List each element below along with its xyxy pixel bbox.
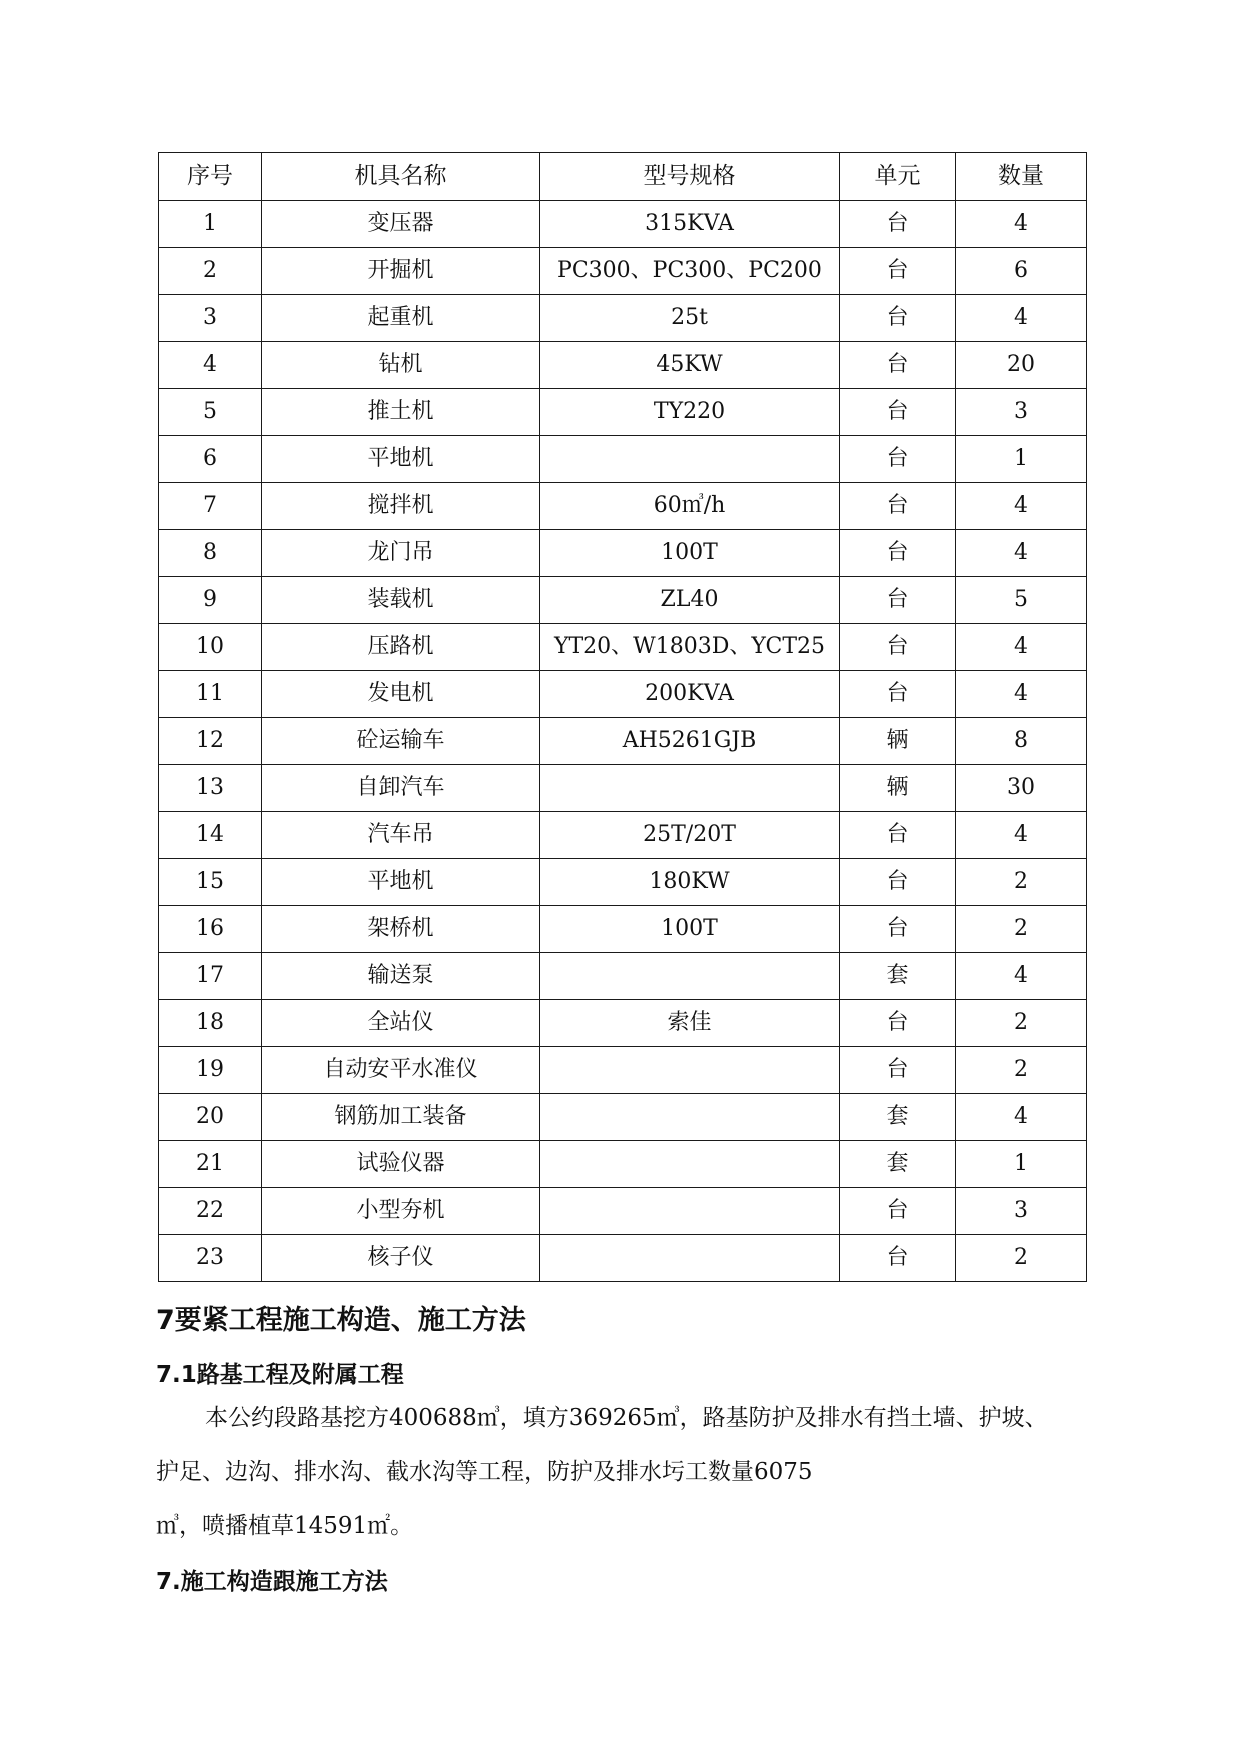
cell-spec: TY220	[540, 389, 840, 436]
cell-name: 小型夯机	[262, 1188, 540, 1235]
table-body	[159, 201, 1087, 1282]
cell-name: 搅拌机	[262, 483, 540, 530]
cell-unit: 台	[840, 483, 956, 530]
cell-name: 架桥机	[262, 906, 540, 953]
cell-no: 6	[159, 436, 262, 483]
cell-name: 推土机	[262, 389, 540, 436]
cell-name: 龙门吊	[262, 530, 540, 577]
paragraph-line: 护足、边沟、排水沟、截水沟等工程，防护及排水圬工数量6075	[156, 1459, 813, 1485]
table-row	[159, 1047, 1087, 1094]
cell-spec: 25T/20T	[540, 812, 840, 859]
cell-spec: 60㎥/h	[540, 483, 840, 530]
cell-unit: 台	[840, 624, 956, 671]
cell-spec	[540, 953, 840, 1000]
table-row	[159, 765, 1087, 812]
cell-unit: 台	[840, 671, 956, 718]
cell-no: 3	[159, 295, 262, 342]
cell-no: 15	[159, 859, 262, 906]
table-row	[159, 389, 1087, 436]
table-row	[159, 624, 1087, 671]
table-row	[159, 1094, 1087, 1141]
section-heading: 7要紧工程施工构造、施工方法	[156, 1305, 526, 1336]
cell-name: 钢筋加工装备	[262, 1094, 540, 1141]
cell-spec	[540, 1047, 840, 1094]
subsection-heading-roadbed: 7.1路基工程及附属工程	[156, 1362, 404, 1388]
cell-spec: 200KVA	[540, 671, 840, 718]
cell-unit: 台	[840, 577, 956, 624]
header-cell-no: 序号	[159, 153, 262, 201]
cell-spec: YT20、W1803D、YCT25	[540, 624, 840, 671]
table-row	[159, 248, 1087, 295]
table-row	[159, 483, 1087, 530]
table-header-row	[159, 153, 1087, 201]
cell-qty: 4	[956, 201, 1087, 248]
cell-name: 汽车吊	[262, 812, 540, 859]
cell-name: 砼运输车	[262, 718, 540, 765]
cell-spec: 索佳	[540, 1000, 840, 1047]
cell-qty: 4	[956, 624, 1087, 671]
table-row	[159, 201, 1087, 248]
paragraph-line: ㎥，喷播植草14591㎡。	[156, 1513, 414, 1539]
cell-unit: 台	[840, 295, 956, 342]
cell-qty: 3	[956, 1188, 1087, 1235]
cell-no: 4	[159, 342, 262, 389]
cell-unit: 台	[840, 530, 956, 577]
cell-name: 平地机	[262, 436, 540, 483]
cell-unit: 套	[840, 1141, 956, 1188]
cell-qty: 4	[956, 812, 1087, 859]
table-row	[159, 718, 1087, 765]
cell-qty: 20	[956, 342, 1087, 389]
cell-unit: 台	[840, 1188, 956, 1235]
cell-unit: 台	[840, 436, 956, 483]
cell-spec: AH5261GJB	[540, 718, 840, 765]
cell-spec	[540, 1188, 840, 1235]
cell-no: 16	[159, 906, 262, 953]
cell-no: 2	[159, 248, 262, 295]
cell-name: 自卸汽车	[262, 765, 540, 812]
subsection-heading-construction: 7.施工构造跟施工方法	[156, 1569, 388, 1595]
cell-unit: 台	[840, 342, 956, 389]
table-row	[159, 436, 1087, 483]
cell-no: 19	[159, 1047, 262, 1094]
cell-no: 12	[159, 718, 262, 765]
table-row	[159, 1000, 1087, 1047]
cell-no: 9	[159, 577, 262, 624]
cell-spec	[540, 1141, 840, 1188]
cell-no: 11	[159, 671, 262, 718]
header-cell-qty: 数量	[956, 153, 1087, 201]
cell-name: 发电机	[262, 671, 540, 718]
cell-no: 13	[159, 765, 262, 812]
cell-name: 开掘机	[262, 248, 540, 295]
cell-spec: 45KW	[540, 342, 840, 389]
cell-qty: 2	[956, 1000, 1087, 1047]
header-cell-unit: 单元	[840, 153, 956, 201]
cell-name: 全站仪	[262, 1000, 540, 1047]
cell-no: 14	[159, 812, 262, 859]
paragraph-line: 本公约段路基挖方400688㎥，填方369265㎥，路基防护及排水有挡土墙、护坡、	[205, 1405, 1048, 1431]
cell-unit: 台	[840, 812, 956, 859]
cell-spec	[540, 436, 840, 483]
cell-qty: 5	[956, 577, 1087, 624]
table-row	[159, 671, 1087, 718]
cell-spec: 25t	[540, 295, 840, 342]
cell-spec	[540, 1094, 840, 1141]
cell-no: 7	[159, 483, 262, 530]
cell-no: 8	[159, 530, 262, 577]
cell-qty: 4	[956, 483, 1087, 530]
cell-unit: 台	[840, 906, 956, 953]
table-row	[159, 342, 1087, 389]
cell-qty: 2	[956, 1235, 1087, 1282]
cell-unit: 辆	[840, 765, 956, 812]
cell-name: 装载机	[262, 577, 540, 624]
table-row	[159, 577, 1087, 624]
cell-qty: 2	[956, 1047, 1087, 1094]
table-row	[159, 906, 1087, 953]
cell-name: 试验仪器	[262, 1141, 540, 1188]
cell-name: 钻机	[262, 342, 540, 389]
table-row	[159, 859, 1087, 906]
cell-unit: 台	[840, 859, 956, 906]
cell-qty: 4	[956, 1094, 1087, 1141]
cell-spec: ZL40	[540, 577, 840, 624]
cell-unit: 台	[840, 201, 956, 248]
cell-no: 23	[159, 1235, 262, 1282]
cell-unit: 辆	[840, 718, 956, 765]
cell-qty: 2	[956, 906, 1087, 953]
cell-no: 20	[159, 1094, 262, 1141]
table-row	[159, 953, 1087, 1000]
cell-name: 输送泵	[262, 953, 540, 1000]
cell-qty: 4	[956, 953, 1087, 1000]
cell-unit: 台	[840, 248, 956, 295]
cell-spec: 100T	[540, 906, 840, 953]
cell-qty: 4	[956, 530, 1087, 577]
cell-spec: 180KW	[540, 859, 840, 906]
cell-unit: 台	[840, 1235, 956, 1282]
cell-qty: 1	[956, 436, 1087, 483]
table-row	[159, 295, 1087, 342]
cell-qty: 8	[956, 718, 1087, 765]
cell-unit: 台	[840, 1047, 956, 1094]
cell-name: 自动安平水准仪	[262, 1047, 540, 1094]
cell-no: 10	[159, 624, 262, 671]
header-cell-spec: 型号规格	[540, 153, 840, 201]
cell-spec: 315KVA	[540, 201, 840, 248]
table-row	[159, 530, 1087, 577]
cell-no: 1	[159, 201, 262, 248]
cell-unit: 台	[840, 389, 956, 436]
cell-no: 21	[159, 1141, 262, 1188]
cell-unit: 套	[840, 1094, 956, 1141]
equipment-table	[158, 152, 1087, 1282]
cell-name: 平地机	[262, 859, 540, 906]
table-row	[159, 1188, 1087, 1235]
cell-no: 17	[159, 953, 262, 1000]
table-row	[159, 1235, 1087, 1282]
cell-name: 起重机	[262, 295, 540, 342]
header-cell-name: 机具名称	[262, 153, 540, 201]
cell-spec: PC300、PC300、PC200	[540, 248, 840, 295]
cell-name: 核子仪	[262, 1235, 540, 1282]
cell-qty: 4	[956, 671, 1087, 718]
cell-qty: 3	[956, 389, 1087, 436]
cell-name: 变压器	[262, 201, 540, 248]
cell-name: 压路机	[262, 624, 540, 671]
table-row	[159, 812, 1087, 859]
cell-spec	[540, 1235, 840, 1282]
cell-qty: 6	[956, 248, 1087, 295]
cell-spec	[540, 765, 840, 812]
cell-no: 18	[159, 1000, 262, 1047]
cell-spec: 100T	[540, 530, 840, 577]
cell-qty: 30	[956, 765, 1087, 812]
cell-qty: 4	[956, 295, 1087, 342]
cell-unit: 台	[840, 1000, 956, 1047]
table-row	[159, 1141, 1087, 1188]
cell-qty: 1	[956, 1141, 1087, 1188]
cell-no: 5	[159, 389, 262, 436]
cell-unit: 套	[840, 953, 956, 1000]
cell-no: 22	[159, 1188, 262, 1235]
cell-qty: 2	[956, 859, 1087, 906]
